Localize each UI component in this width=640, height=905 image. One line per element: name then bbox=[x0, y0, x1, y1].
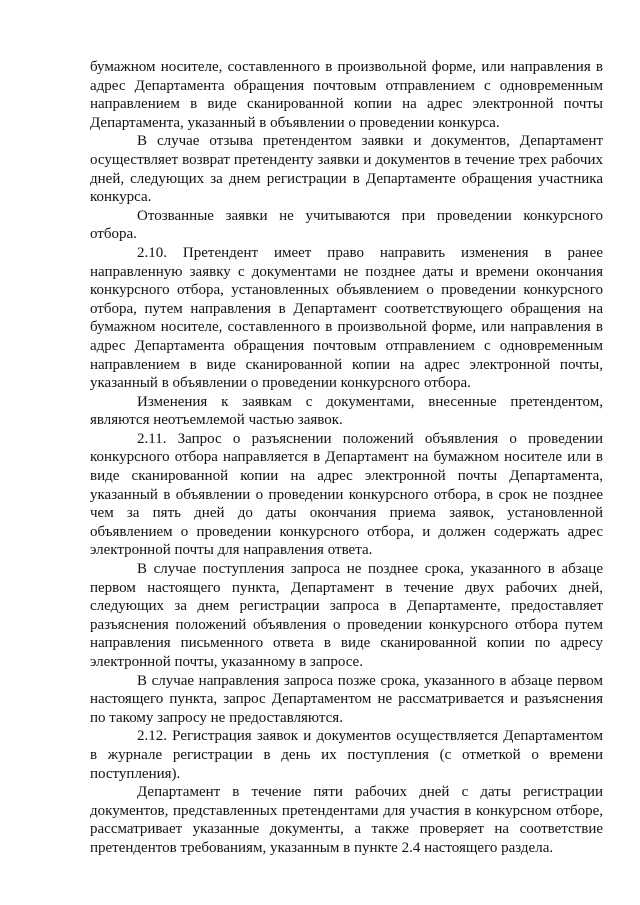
paragraph-2-10: 2.10. Претендент имеет право направить изменения в ранее направленную заявку с документами не позднее даты и времени окончания конкурсного отбора, установленных объявлением о проведении конкурсного отбора, путем направления в Департамент соответствующего обращения на бумажном носителе, составленного в произвольной форме, или направления в адрес Департамента обращения почтовым отправлением с одновременным направлением в виде сканированной копии на адрес электронной почты, указанный в объявлении о проведении конкурсного отбора. bbox=[90, 244, 603, 392]
paragraph-withdrawal-return: В случае отзыва претендентом заявки и документов, Департамент осуществляет возврат претенденту заявки и документов в течение трех рабочих дней, следующих за днем регистрации в Департаменте обращения участника конкурса. bbox=[90, 133, 603, 206]
paragraph-continuation: бумажном носителе, составленного в произвольной форме, или направления в адрес Департамента обращения почтовым отправлением с одновременным направлением в виде сканированной копии на адрес электронной почты Департамента, указанный в объявлении о проведении конкурса. bbox=[90, 59, 603, 131]
paragraph-withdrawn-applications: Отозванные заявки не учитываются при проведении конкурсного отбора. bbox=[90, 207, 603, 243]
paragraph-2-11: 2.11. Запрос о разъяснении положений объявления о проведении конкурсного отбора направляется в Департамент на бумажном носителе или в виде сканированной копии на адрес электронной почты Департамента, указанный в объявлении о проведении конкурсного отбора, в срок не позднее чем за пять дней до даты окончания приема заявок, установленной объявлением о проведении конкурсного отбора, и должен содержать адрес электронной почты для направления ответа. bbox=[90, 430, 603, 559]
paragraph-review: Департамент в течение пяти рабочих дней с даты регистрации документов, представленных претендентами для участия в конкурсном отборе, рассматривает указанные документы, а также проверяет на соответствие претендентов требованиям, указанным в пункте 2.4 настоящего раздела. bbox=[90, 784, 603, 856]
paragraph-changes-part: Изменения к заявкам с документами, внесенные претендентом, являются неотъемлемой частью заявок. bbox=[90, 393, 603, 429]
paragraph-2-12: 2.12. Регистрация заявок и документов осуществляется Департаментом в журнале регистрации в день их поступления (с отметкой о времени поступления). bbox=[90, 728, 603, 782]
paragraph-request-timely: В случае поступления запроса не позднее срока, указанного в абзаце первом настоящего пункта, Департамент в течение двух рабочих дней, следующих за днем регистрации запроса в Департаменте, предоставляет разъяснения положений объявления о проведении конкурсного отбора путем направления письменного ответа в виде сканированной копии по адресу электронной почты, указанному в запросе. bbox=[90, 561, 603, 670]
document-page bbox=[90, 58, 603, 858]
paragraph-request-late: В случае направления запроса позже срока, указанного в абзаце первом настоящего пункта, запрос Департаментом не рассматривается и разъяснения по такому запросу не предоставляются. bbox=[90, 672, 603, 726]
